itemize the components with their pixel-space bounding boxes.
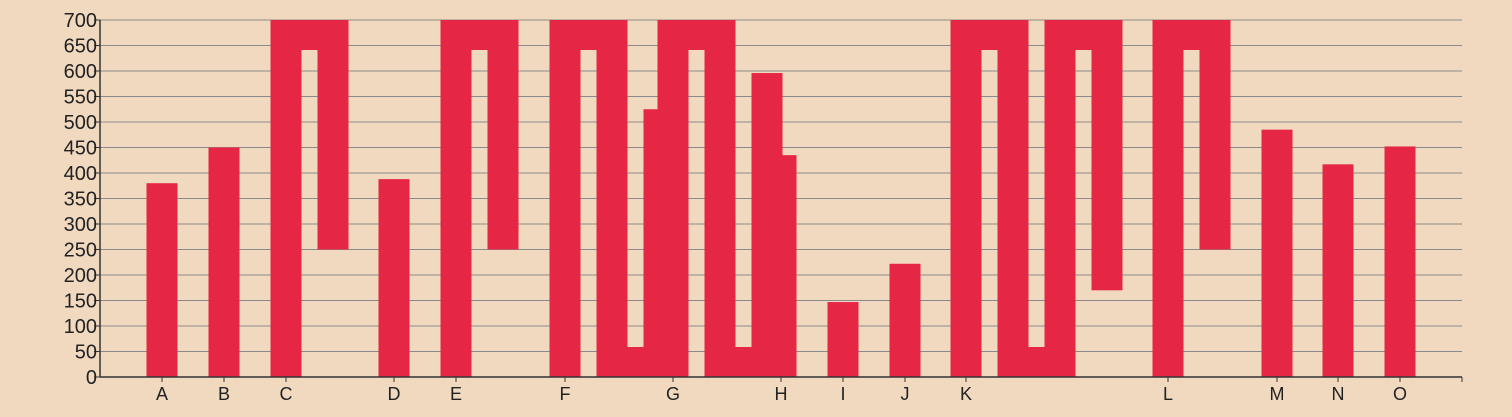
bar-segment <box>441 20 472 377</box>
bar-J <box>890 264 921 377</box>
x-tick-label: J <box>900 384 910 404</box>
y-tick-label: 0 <box>85 367 97 389</box>
bar-G <box>658 20 783 377</box>
y-tick-label: 650 <box>63 35 97 58</box>
y-tick-label: 500 <box>63 112 97 134</box>
bar-segment <box>488 20 519 250</box>
bar-segment <box>766 155 797 377</box>
bar-D <box>379 179 410 377</box>
x-tick-label: I <box>840 384 846 404</box>
x-tick-label: O <box>1392 384 1408 404</box>
bar-H <box>766 155 797 377</box>
y-tick-label: 550 <box>63 86 97 109</box>
bar-segment <box>998 20 1029 377</box>
bar-segment <box>705 20 736 377</box>
bar-segment <box>209 148 240 378</box>
y-tick-label: 250 <box>63 239 97 262</box>
x-tick-labels <box>156 384 1407 404</box>
y-tick-label: 150 <box>63 290 97 313</box>
bars <box>147 20 1416 377</box>
x-tick-label: K <box>959 384 973 404</box>
y-tick-label: 400 <box>63 163 97 185</box>
x-tick-label: G <box>665 384 681 404</box>
y-tick-label: 450 <box>63 137 97 160</box>
bar-I <box>828 302 859 377</box>
bar-segment <box>1200 20 1231 250</box>
x-tick-label: D <box>387 384 401 404</box>
bar-segment <box>1045 20 1076 377</box>
x-tick-label: L <box>1162 384 1174 404</box>
bar-segment <box>951 20 982 377</box>
bar-segment <box>1092 20 1123 290</box>
bar-segment <box>1323 164 1354 377</box>
x-tick-label: M <box>1269 384 1285 404</box>
bar-segment <box>658 20 689 377</box>
bar-segment <box>147 183 178 377</box>
bar-segment <box>550 20 581 377</box>
bar-segment <box>890 264 921 377</box>
bar-segment <box>1385 146 1416 377</box>
x-tick-label: F <box>559 384 571 404</box>
bar-M <box>1262 130 1293 377</box>
bar-B <box>209 148 240 378</box>
x-tick-label: B <box>217 384 231 404</box>
bar-segment <box>1153 20 1184 377</box>
x-tick-label: A <box>155 384 169 404</box>
y-tick-label: 300 <box>63 214 97 236</box>
bar-A <box>147 183 178 377</box>
x-tick-label: N <box>1331 384 1345 404</box>
bar-segment <box>828 302 859 377</box>
y-tick-label: 50 <box>74 341 97 364</box>
bar-segment <box>379 179 410 377</box>
bar-segment <box>1262 130 1293 377</box>
bar-F <box>550 20 675 377</box>
y-tick-label: 100 <box>63 316 97 338</box>
y-tick-labels <box>64 10 97 389</box>
y-tick-label: 200 <box>63 265 97 287</box>
x-tick-label: E <box>449 384 463 404</box>
y-tick-label: 600 <box>63 61 97 83</box>
bar-N <box>1323 164 1354 377</box>
x-tick-label: H <box>774 384 788 404</box>
bar-segment <box>318 20 349 250</box>
y-tick-label: 700 <box>63 10 97 32</box>
x-tick-label: C <box>279 384 293 404</box>
bar-segment <box>597 20 628 377</box>
bar-O <box>1385 146 1416 377</box>
bar-segment <box>271 20 302 377</box>
y-tick-label: 350 <box>63 188 97 211</box>
